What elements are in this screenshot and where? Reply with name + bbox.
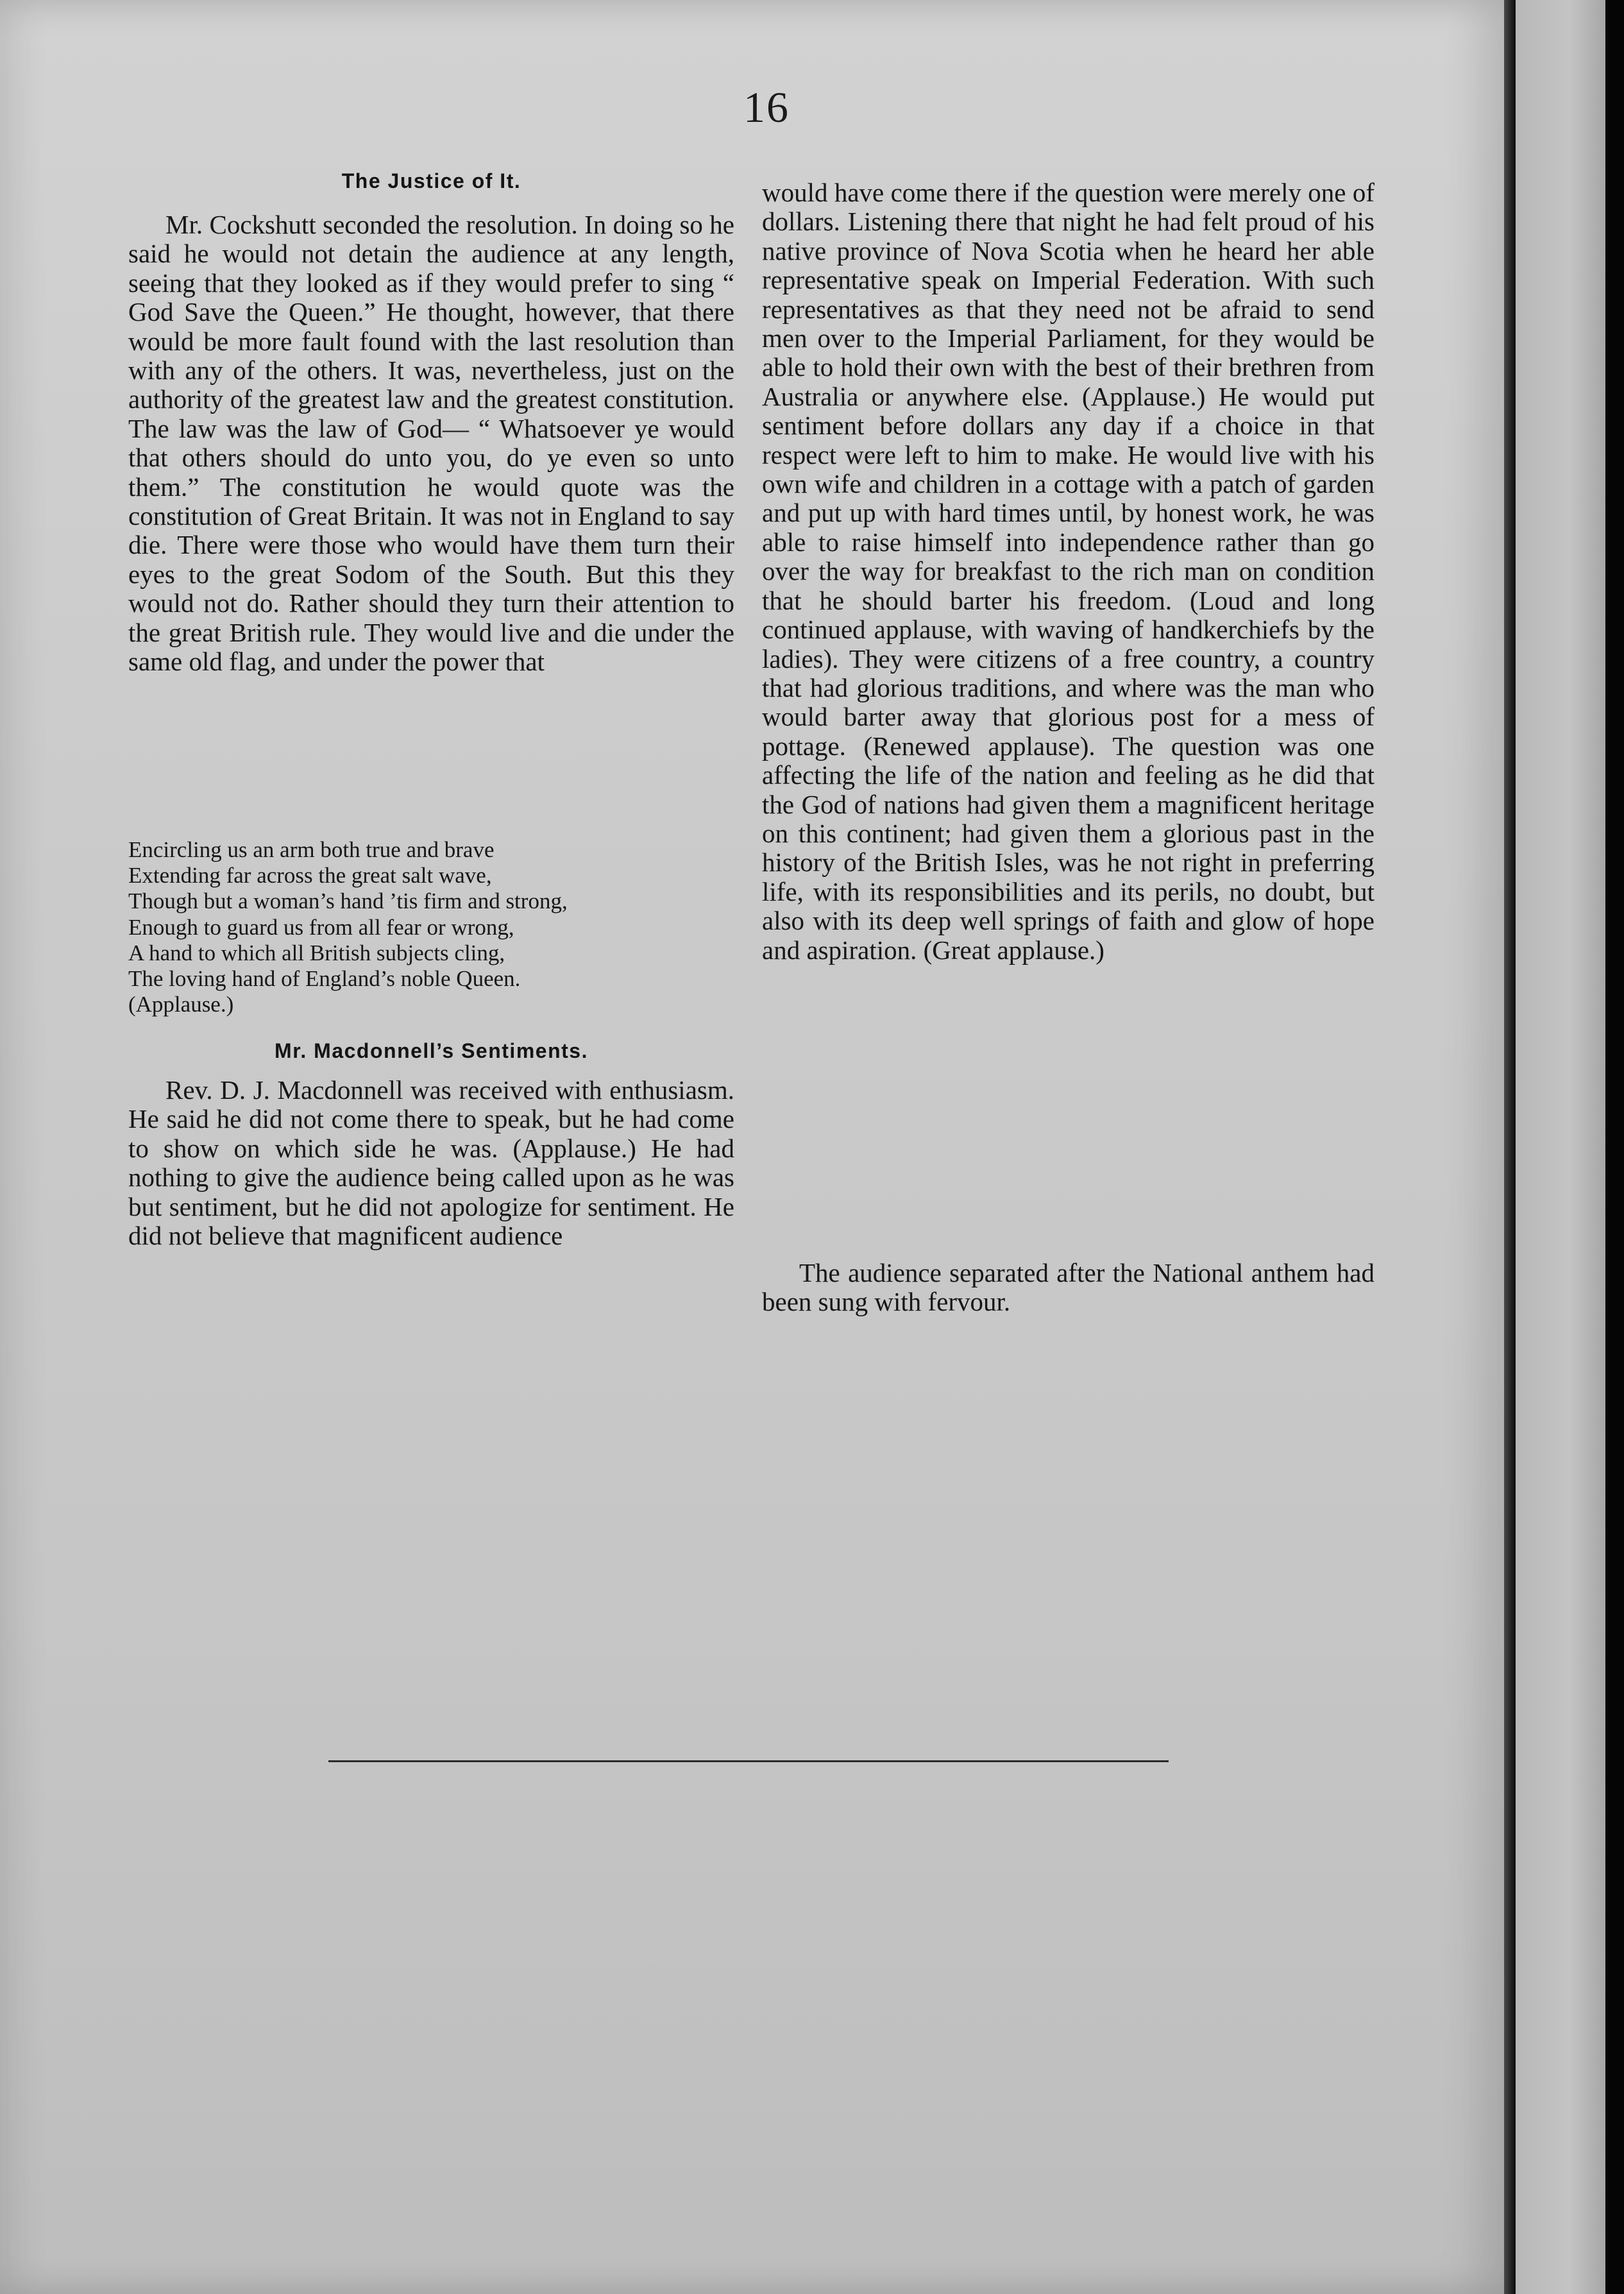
poem-line: Extending far across the great salt wave, [128,863,492,888]
poem-line: Enough to guard us from all fear or wrong, [128,914,514,940]
section-heading-macdonnell: Mr. Macdonnell’s Sentiments. [275,1039,588,1062]
paragraph-cockshutt: Mr. Cockshutt seconded the resolution. In doing so he said he would not detain the audience at any length, seeing that they looked as if they would prefer to sing “ God Save the Queen.” He thought, however, that there would be more fault found with the last resolution than with any of the others. It was, nevertheless, just on the authority of the greatest law and the greatest constitution. The law was the law of God— “ Whatsoever ye would that others should do unto you, do ye even so unto them.” The constitution he would quote was the constitution of Great Britain. It was not in England to say die. There were those who would have them turn their eyes to the great Sodom of the South. But this they would not do. Rather should they turn their attention to the great British rule. They would live and die under the same old flag, and under the power that [128,210,734,677]
paragraph-closing: The audience separated after the National anthem had been sung with fervour. [762,1258,1374,1317]
scan-border [1605,0,1624,2294]
poem-line: Encircling us an arm both true and brave [128,837,495,862]
page-edge-shadow [1504,0,1516,2294]
poem-stanza [128,837,734,1017]
paragraph-macdonnell: Rev. D. J. Macdonnell was received with enthusiasm. He said he did not come there to speak, but he had come to show on which side he was. (Applause.) He had nothing to give the audience being called upon as he was but sentiment, but he did not apologize for sentiment. He did not believe that magnificent audience [128,1075,734,1251]
paragraph-continued: would have come there if the question were merely one of dollars. Listening there that night he had felt proud of his native province of Nova Scotia when he heard her able representative speak on Imperial Federation. With such representatives as that they need not be afraid to send men over to the Imperial Parliament, for they would be able to hold their own with the best of their brethren from Australia or anywhere else. (Applause.) He would put sentiment before dollars any day if a choice in that respect were left to him to make. He would live with his own wife and children in a cottage with a patch of garden and put up with hard times until, by honest work, he was able to raise himself into independence rather than go over the way for breakfast to the rich man on condition that he should barter his freedom. (Loud and long continued applause, with waving of handkerchiefs by the ladies). They were citizens of a free country, a country that had glorious traditions, and where was the man who would barter away that glorious post for a mess of pottage. (Renewed applause). The question was one affecting the life of the nation and feeling as he did that the God of nations had given them a magnificent heritage on this continent; had given them a glorious past in the history of the British Isles, was he not right in preferring life, with its responsibilities and its perils, no doubt, but also with its deep well springs of faith and glow of hope and aspiration. (Great applause.) [762,178,1374,965]
page-number: 16 [743,83,790,132]
section-heading-justice: The Justice of It. [341,169,521,192]
poem-line: Though but a woman’s hand ’tis firm and strong, [128,888,568,914]
facing-page-edge [1516,0,1605,2294]
horizontal-rule [328,1760,1169,1762]
poem-line: The loving hand of England’s noble Queen. [128,966,521,992]
poem-line: (Applause.) [128,992,234,1017]
poem-line: A hand to which all British subjects cling, [128,940,505,965]
